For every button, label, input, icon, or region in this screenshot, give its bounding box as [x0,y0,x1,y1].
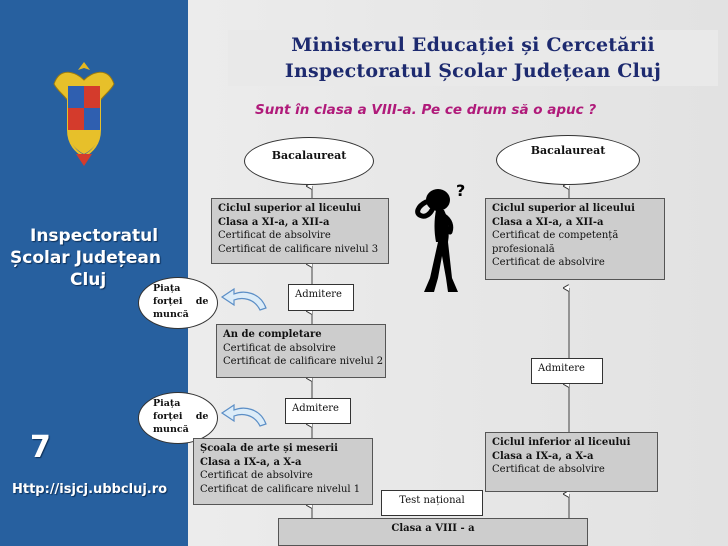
arts-school-cert2: Certificat de calificare nivelul 1 [200,483,361,495]
upper-cycle-right-box [485,198,665,280]
completion-cert2: Certificat de calificare nivelul 2 [223,356,384,367]
sidebar-org-line1: Inspectoratul [30,226,159,246]
website-link[interactable]: Http://isjcj.ubbcluj.ro [12,482,168,497]
lower-right-grades: Clasa a IX-a, a X-a [492,450,594,462]
slide-number: 7 [30,430,51,465]
sidebar-org-line2: Școlar Județean [10,248,161,268]
labor-market-upper-node [138,277,218,329]
lower-right-title: Ciclul inferior al liceului [492,437,631,448]
svg-text:?: ? [456,181,466,200]
grade-8-box: Clasa a VIII - a [278,518,588,546]
admitere-right: Admitere [531,358,603,384]
labor-market-upper-line1: Piața [153,283,181,294]
upper-right-title: Ciclul superior al liceului [492,203,635,214]
upper-left-cert2: Certificat de calificare nivelul 3 [218,243,379,255]
admitere-lower-left: Admitere [285,398,351,424]
admitere-upper-left: Admitere [288,284,354,311]
bacalaureat-right-node: Bacalaureat [496,135,640,185]
labor-market-lower-line3: muncă [153,424,189,435]
page-title-line2: Inspectoratul Școlar Județean Cluj [284,60,662,82]
curved-arrow-left-icon [220,402,270,432]
arts-school-title: Școala de arte și meserii [200,443,338,454]
arts-school-cert1: Certificat de absolvire [200,470,313,481]
upper-cycle-left-box [211,198,389,264]
question-text: Sunt în clasa a VIII-a. Pe ce drum să o apuc ? [255,102,597,118]
thinking-man-icon [408,180,476,298]
completion-title: An de completare [223,329,322,340]
completion-year-box [216,324,386,378]
arts-trades-school-box [193,438,373,505]
labor-market-upper-line3: muncă [153,309,189,320]
bacalaureat-left-node: Bacalaureat [244,137,374,185]
labor-market-lower-line2: forței de [153,411,209,422]
curved-arrow-left-icon [220,286,270,316]
upper-right-cert1b: profesională [492,243,555,255]
lower-cycle-right-box [485,432,658,492]
completion-cert1: Certificat de absolvire [223,342,336,354]
upper-right-grades: Clasa a XI-a, a XII-a [492,216,604,228]
upper-right-cert1: Certificat de competență [492,230,619,241]
lower-right-cert1: Certificat de absolvire [492,464,605,475]
labor-market-upper-line2: forței de [153,296,209,307]
upper-right-cert2: Certificat de absolvire [492,257,605,268]
sidebar-org-line3: Cluj [70,270,107,290]
labor-market-lower-node [138,392,218,444]
upper-left-title: Ciclul superior al liceului [218,203,361,214]
page-title-line1: Ministerul Educației și Cercetării [291,34,655,56]
national-test-box: Test național [381,490,483,516]
upper-left-grades: Clasa a XI-a, a XII-a [218,216,330,228]
labor-market-lower-line1: Piața [153,398,181,409]
arts-school-grades: Clasa a IX-a, a X-a [200,456,302,468]
upper-left-cert1: Certificat de absolvire [218,230,331,241]
